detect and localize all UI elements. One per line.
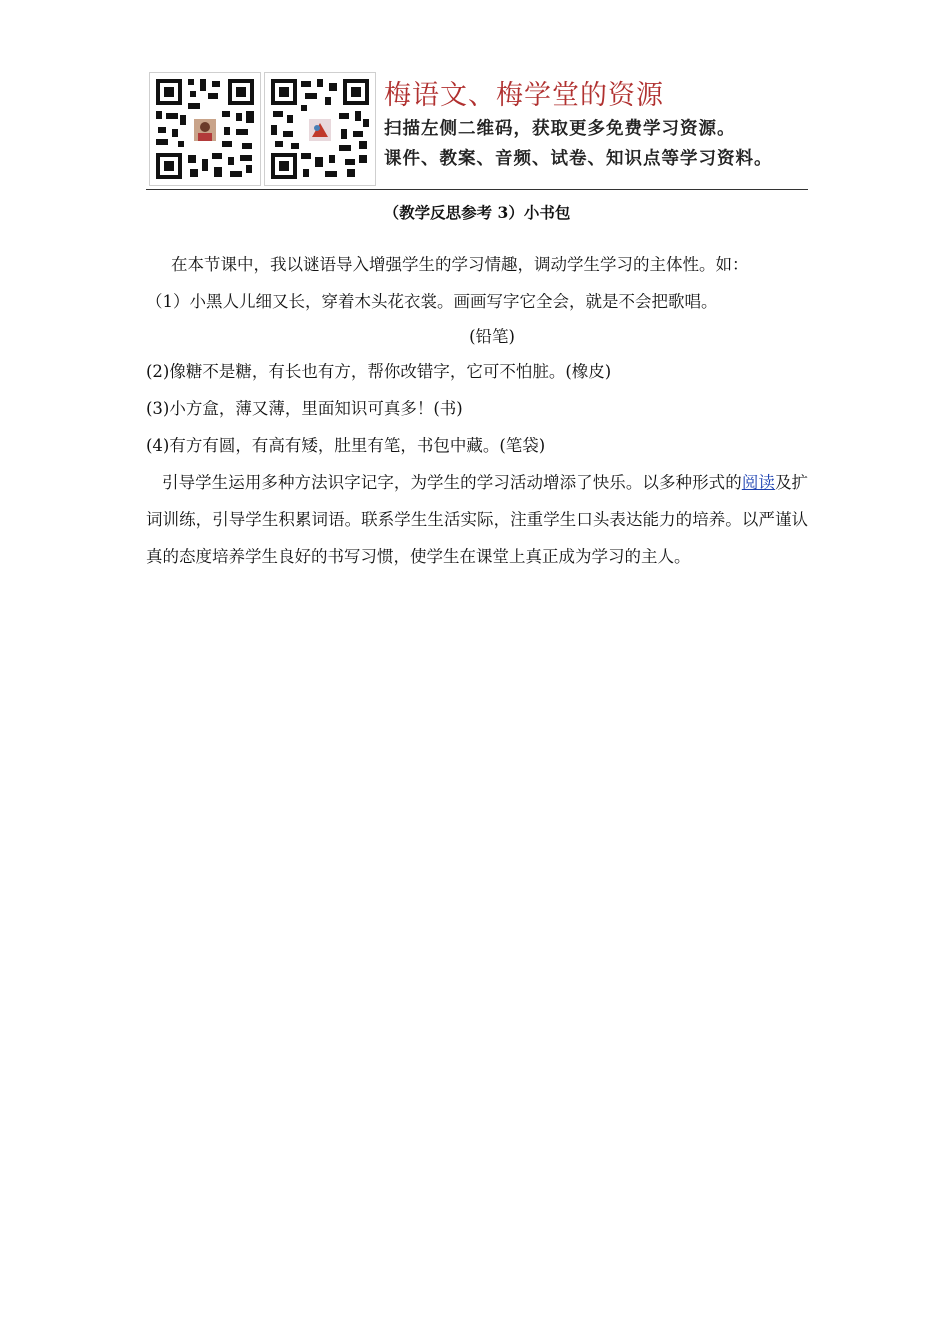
closing-text-after: 及扩词训练，引导学生积累词语。联系学生生活实际，注重学生口头表达能力的培养。以严谨认真的态度培养学生良好的书写习惯，使学生在课堂上真正成为学习的主人。	[146, 473, 809, 566]
qr-code-image	[264, 72, 376, 186]
riddle-1: （1）小黑人儿细又长，穿着木头花衣裳。画画写字它全会，就是不会把歌唱。	[146, 292, 718, 311]
riddle-3: (3)小方盒，薄又薄，里面知识可真多！(书)	[146, 399, 463, 418]
brand-line-1: 扫描左侧二维码，获取更多免费学习资源。	[384, 119, 736, 139]
document-title: （教学反思参考 3）小书包	[383, 203, 571, 222]
brand-block	[384, 78, 814, 174]
brand-title: 梅语文、梅学堂的资源	[384, 80, 664, 111]
riddle-4: (4)有方有圆，有高有矮，肚里有笔，书包中藏。(笔袋)	[146, 436, 546, 455]
document-body	[146, 246, 808, 575]
riddle-2: (2)像糖不是糖，有长也有方，帮你改错字，它可不怕脏。(橡皮)	[146, 362, 612, 381]
qr-code-image	[149, 72, 261, 186]
header-divider	[146, 189, 808, 190]
header-banner	[146, 72, 808, 190]
brand-line-2: 课件、教案、音频、试卷、知识点等学习资料。	[384, 149, 773, 169]
closing-paragraph	[146, 464, 808, 575]
closing-text-before: 引导学生运用多种方法识字记字，为学生的学习活动增添了快乐。以多种形式的	[162, 473, 742, 492]
riddle-1-answer: (铅笔)	[469, 327, 515, 346]
reading-link[interactable]: 阅读	[741, 473, 775, 492]
intro-paragraph: 在本节课中，我以谜语导入增强学生的学习情趣，调动学生学习的主体性。如：	[171, 255, 749, 274]
